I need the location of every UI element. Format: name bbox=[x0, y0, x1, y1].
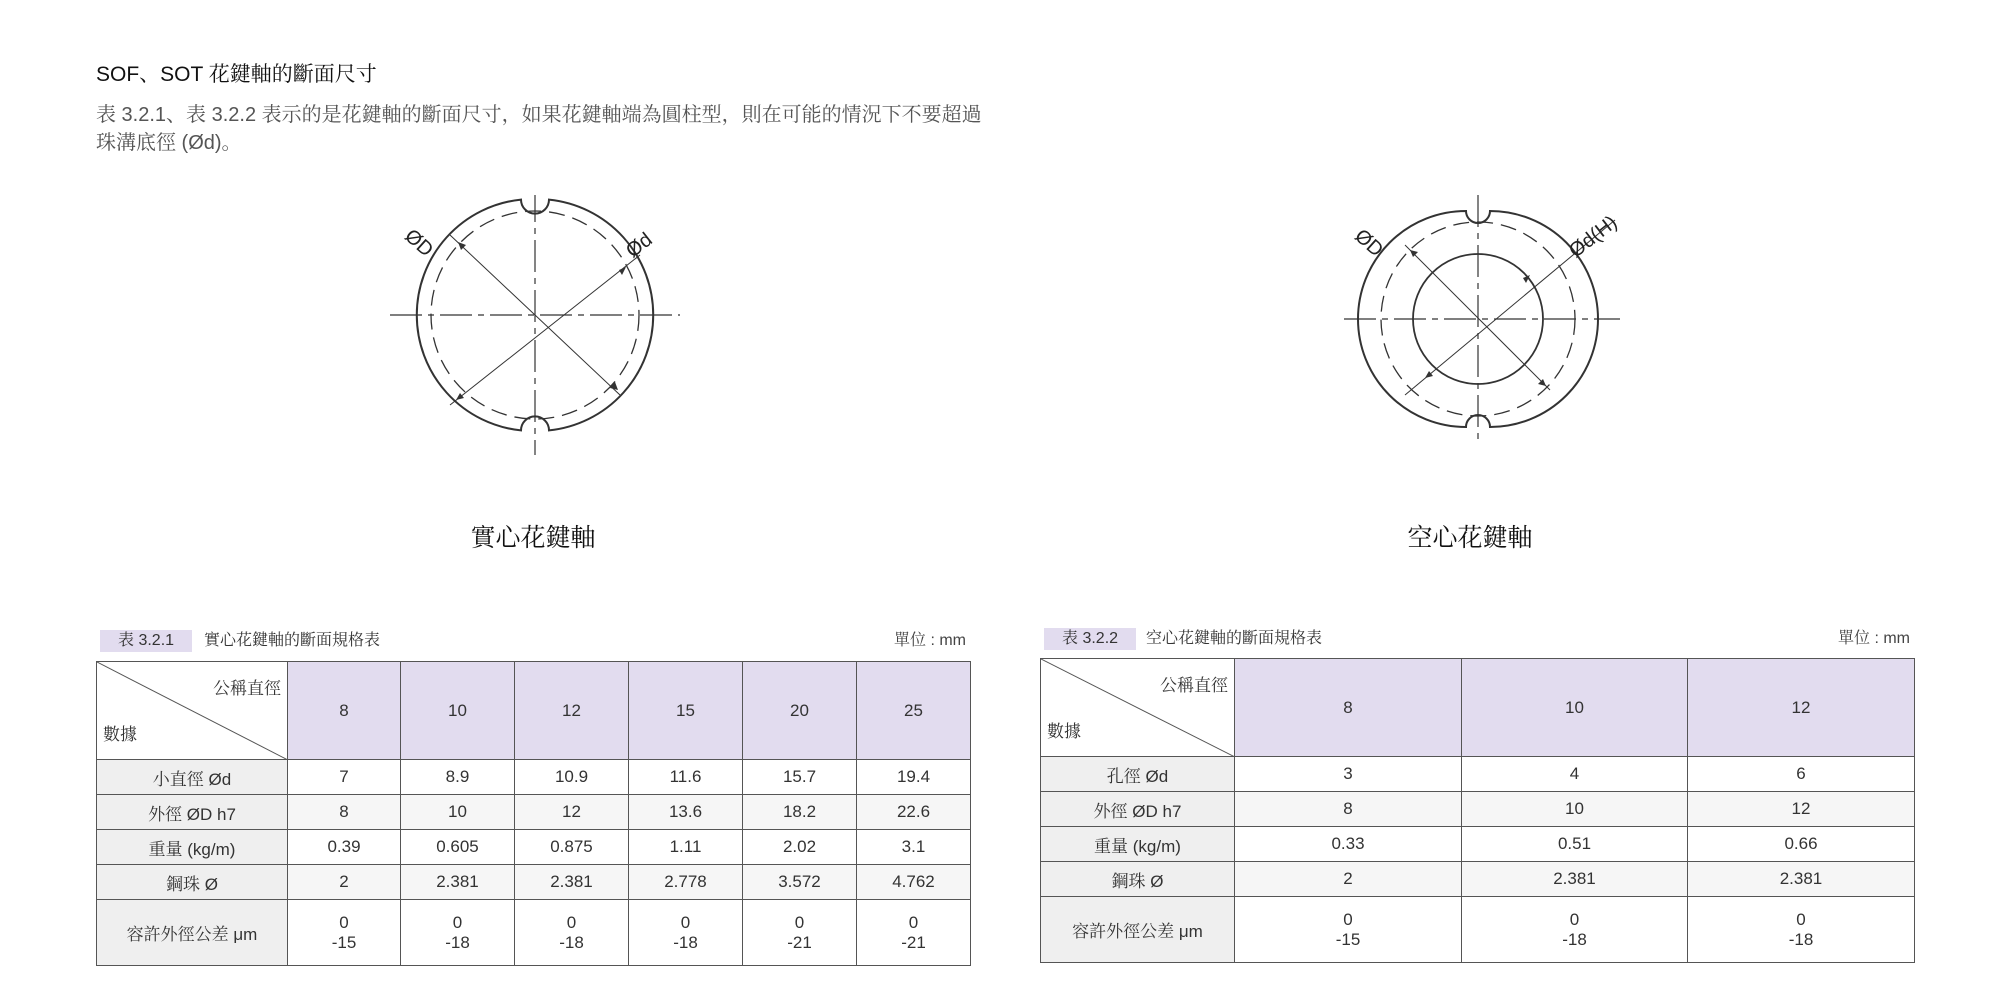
table-solid-unit: 單位 : mm bbox=[894, 632, 966, 649]
table-cell: 2 bbox=[288, 865, 401, 900]
corner-nominal-label: 公稱直徑 bbox=[1160, 676, 1228, 695]
table-cell: 22.6 bbox=[857, 795, 971, 830]
table-row bbox=[1041, 897, 1915, 963]
tolerance-cell: 0 -18 bbox=[1462, 897, 1688, 963]
corner-data-label: 數據 bbox=[103, 725, 137, 744]
row-label: 孔徑 Ød bbox=[1041, 757, 1235, 792]
hollow-shaft-diagram bbox=[1330, 190, 1630, 450]
column-header: 10 bbox=[1462, 659, 1688, 757]
table-solid-block bbox=[96, 630, 970, 970]
table-cell: 4 bbox=[1462, 757, 1688, 792]
table-cell: 0.51 bbox=[1462, 827, 1688, 862]
table-cell: 2.381 bbox=[1688, 862, 1915, 897]
table-solid bbox=[96, 661, 971, 966]
hollow-shaft-caption: 空心花鍵軸 bbox=[1407, 524, 1533, 552]
row-label: 容許外徑公差 μm bbox=[97, 900, 288, 966]
table-cell: 18.2 bbox=[743, 795, 857, 830]
table-hollow-title: 空心花鍵軸的斷面規格表 bbox=[1146, 630, 1323, 647]
solid-shaft-diagram bbox=[390, 195, 680, 485]
table-hollow-unit: 單位 : mm bbox=[1838, 630, 1910, 647]
solid-label-inner: Ød bbox=[622, 228, 657, 263]
corner-nominal-label: 公稱直徑 bbox=[213, 679, 281, 698]
section-heading: SOF、SOT 花鍵軸的斷面尺寸 bbox=[96, 63, 377, 86]
intro-paragraph: 表 3.2.1、表 3.2.2 表示的是花鍵軸的斷面尺寸，如果花鍵軸端為圓柱型，則在可能的情況下不要超過珠溝底徑 (Ød)。 bbox=[96, 104, 982, 154]
column-header: 20 bbox=[743, 662, 857, 760]
table-cell: 8 bbox=[288, 795, 401, 830]
solid-shaft-caption: 實心花鍵軸 bbox=[470, 524, 596, 552]
table-cell: 8.9 bbox=[401, 760, 515, 795]
column-header: 15 bbox=[629, 662, 743, 760]
table-cell: 13.6 bbox=[629, 795, 743, 830]
row-label: 外徑 ØD h7 bbox=[1041, 792, 1235, 827]
solid-label-outer: ØD bbox=[400, 225, 438, 262]
corner-data-label: 數據 bbox=[1047, 722, 1081, 741]
table-cell: 12 bbox=[1688, 792, 1915, 827]
row-label: 重量 (kg/m) bbox=[1041, 827, 1235, 862]
row-label: 鋼珠 Ø bbox=[97, 865, 288, 900]
column-header: 12 bbox=[1688, 659, 1915, 757]
table-solid-tag: 表 3.2.1 bbox=[100, 630, 192, 652]
table-cell: 0.875 bbox=[515, 830, 629, 865]
table-row bbox=[1041, 792, 1915, 827]
column-header: 12 bbox=[515, 662, 629, 760]
table-solid-caption bbox=[96, 630, 970, 654]
row-label: 小直徑 Ød bbox=[97, 760, 288, 795]
table-cell: 10 bbox=[401, 795, 515, 830]
table-row bbox=[1041, 862, 1915, 897]
tolerance-cell: 0 -18 bbox=[629, 900, 743, 966]
table-row bbox=[1041, 827, 1915, 862]
table-cell: 2.381 bbox=[1462, 862, 1688, 897]
table-cell: 10 bbox=[1462, 792, 1688, 827]
table-cell: 0.605 bbox=[401, 830, 515, 865]
table-row bbox=[97, 830, 971, 865]
tolerance-cell: 0 -18 bbox=[1688, 897, 1915, 963]
table-cell: 11.6 bbox=[629, 760, 743, 795]
table-cell: 3.1 bbox=[857, 830, 971, 865]
hollow-label-outer: ØD bbox=[1350, 225, 1388, 262]
table-cell: 2.381 bbox=[401, 865, 515, 900]
table-cell: 2.778 bbox=[629, 865, 743, 900]
column-header: 10 bbox=[401, 662, 515, 760]
row-label: 外徑 ØD h7 bbox=[97, 795, 288, 830]
table-cell: 8 bbox=[1235, 792, 1462, 827]
table-row bbox=[97, 865, 971, 900]
table-row bbox=[97, 795, 971, 830]
table-cell: 2.02 bbox=[743, 830, 857, 865]
table-solid-title: 實心花鍵軸的斷面規格表 bbox=[204, 632, 381, 649]
column-header: 8 bbox=[288, 662, 401, 760]
tolerance-cell: 0 -15 bbox=[288, 900, 401, 966]
table-row bbox=[97, 900, 971, 966]
table-cell: 2.381 bbox=[515, 865, 629, 900]
table-cell: 6 bbox=[1688, 757, 1915, 792]
table-row bbox=[1041, 757, 1915, 792]
table-hollow-caption bbox=[1040, 628, 1914, 652]
table-cell: 3.572 bbox=[743, 865, 857, 900]
table-hollow bbox=[1040, 658, 1915, 963]
tolerance-cell: 0 -18 bbox=[401, 900, 515, 966]
table-hollow-corner bbox=[1041, 659, 1235, 757]
table-cell: 2 bbox=[1235, 862, 1462, 897]
column-header: 25 bbox=[857, 662, 971, 760]
table-row bbox=[97, 760, 971, 795]
table-cell: 0.39 bbox=[288, 830, 401, 865]
row-label: 容許外徑公差 μm bbox=[1041, 897, 1235, 963]
tolerance-cell: 0 -15 bbox=[1235, 897, 1462, 963]
table-cell: 15.7 bbox=[743, 760, 857, 795]
table-cell: 12 bbox=[515, 795, 629, 830]
tolerance-cell: 0 -21 bbox=[857, 900, 971, 966]
row-label: 重量 (kg/m) bbox=[97, 830, 288, 865]
table-solid-corner bbox=[97, 662, 288, 760]
table-cell: 19.4 bbox=[857, 760, 971, 795]
table-cell: 0.33 bbox=[1235, 827, 1462, 862]
table-cell: 3 bbox=[1235, 757, 1462, 792]
table-hollow-block bbox=[1040, 628, 1914, 968]
table-hollow-tag: 表 3.2.2 bbox=[1044, 628, 1136, 650]
table-cell: 4.762 bbox=[857, 865, 971, 900]
hollow-label-inner: Ød(H) bbox=[1565, 211, 1622, 263]
column-header: 8 bbox=[1235, 659, 1462, 757]
tolerance-cell: 0 -21 bbox=[743, 900, 857, 966]
table-cell: 0.66 bbox=[1688, 827, 1915, 862]
table-cell: 1.11 bbox=[629, 830, 743, 865]
table-cell: 10.9 bbox=[515, 760, 629, 795]
table-cell: 7 bbox=[288, 760, 401, 795]
tolerance-cell: 0 -18 bbox=[515, 900, 629, 966]
row-label: 鋼珠 Ø bbox=[1041, 862, 1235, 897]
